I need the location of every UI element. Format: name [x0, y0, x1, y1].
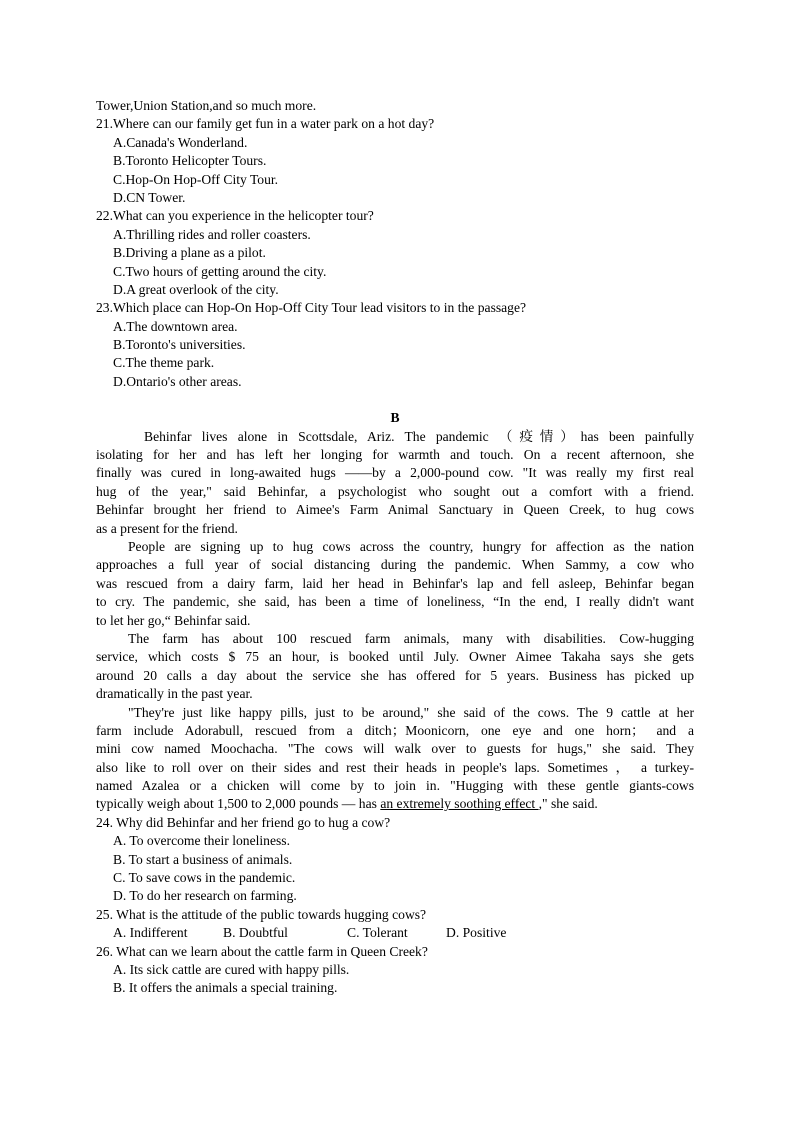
- passage-line: dramatically in the past year.: [96, 686, 253, 702]
- question-stem: 26. What can we learn about the cattle farm in Queen Creek?: [96, 943, 428, 959]
- answer-option: D.A great overlook of the city.: [113, 281, 279, 297]
- passage-line: farm include Adorabull, rescued from a ditch；Moonicorn, one eye and one horn； and a: [96, 722, 694, 738]
- answer-option: B. To start a business of animals.: [113, 851, 293, 867]
- question-block: [96, 115, 694, 207]
- answer-option: C. To save cows in the pandemic.: [113, 870, 296, 886]
- passage-line: isolating for her and has left her longing for warmth and touch. On a recent afternoon, she: [96, 447, 694, 463]
- passage-line: finally was cured in long-awaited hugs ——by a 2,000-pound cow. "It was really my first real: [96, 465, 694, 481]
- answer-option: A. To overcome their loneliness.: [113, 833, 290, 849]
- passage-line: as a present for the friend.: [96, 520, 238, 536]
- answer-option: A. Its sick cattle are cured with happy pills.: [113, 961, 350, 977]
- answer-option: B.Driving a plane as a pilot.: [113, 245, 266, 261]
- question-stem: 21.Where can our family get fun in a water park on a hot day?: [96, 116, 435, 132]
- answer-option: B.Toronto Helicopter Tours.: [113, 153, 267, 169]
- answer-option: C.Hop-On Hop-Off City Tour.: [113, 171, 279, 187]
- passage-line: to cry. The pandemic, she said, has been a time of loneliness, “In the end, I really didn't want: [96, 594, 694, 610]
- answer-option: A.Thrilling rides and roller coasters.: [113, 226, 311, 242]
- passage-line: to let her go,“ Behinfar said.: [96, 612, 251, 628]
- answer-option: D.Ontario's other areas.: [113, 373, 242, 389]
- answer-option: A.Canada's Wonderland.: [113, 134, 248, 150]
- passage-line: also like to roll over on their sides and rest their heads in people's laps. Sometimes ， a turkey-: [96, 759, 694, 775]
- answer-option: C.The theme park.: [113, 355, 215, 371]
- question-block: [96, 207, 694, 299]
- passage-line: People are signing up to hug cows across the country, hungry for affection as the nation: [128, 538, 694, 554]
- passage-line: named Azalea or a chicken will come by to join in. "Hugging with these gentle giants-cows: [96, 778, 694, 794]
- passage-line: hug of the year," said Behinfar, a psychologist who sought out a comfort with a friend.: [96, 483, 694, 499]
- passage-line: Behinfar lives alone in Scottsdale, Ariz. The pandemic （疫情）has been painfully: [144, 428, 694, 444]
- answer-option: A.The downtown area.: [113, 318, 238, 334]
- passage-line: around 20 calls a day about the service she has offered for 5 years. Business has picked up: [96, 667, 694, 683]
- question-block: [96, 299, 694, 391]
- answer-option: D. To do her research on farming.: [113, 888, 297, 904]
- passage-line: The farm has about 100 rescued farm animals, many with disabilities. Cow-hugging: [128, 630, 694, 646]
- question-stem: 23.Which place can Hop-On Hop-Off City Tour lead visitors to in the passage?: [96, 300, 527, 316]
- passage-line: mini cow named Moochacha. "The cows will walk over to guests for hugs," she said. They: [96, 741, 694, 757]
- exam-page: [96, 97, 694, 998]
- passage-line-final: [96, 795, 694, 813]
- continued-line: Tower,Union Station,and so much more.: [96, 98, 317, 113]
- passage-paragraph-3: [96, 630, 694, 704]
- answer-option: B.Toronto's universities.: [113, 337, 246, 353]
- passage-text: typically weigh about 1,500 to 2,000 pounds — has: [96, 796, 381, 812]
- question-stem: 25. What is the attitude of the public towards hugging cows?: [96, 906, 427, 922]
- question-block: [96, 814, 694, 906]
- passage-line: was rescued from a dairy farm, laid her head in Behinfar's lap and fell asleep, Behinfar began: [96, 575, 694, 591]
- passage-line: Behinfar brought her friend to Aimee's Farm Animal Sanctuary in Queen Creek, to hug cows: [96, 502, 694, 518]
- question-stem: 22.What can you experience in the helicopter tour?: [96, 208, 374, 224]
- passage-line: approaches a full year of social distancing during the pandemic. When Sammy, a cow who: [96, 557, 694, 573]
- question-block: [96, 906, 694, 943]
- question-stem: 24. Why did Behinfar and her friend go to hug a cow?: [96, 814, 391, 830]
- passage-text: ," she said.: [538, 796, 598, 812]
- answer-option: C.Two hours of getting around the city.: [113, 263, 327, 279]
- answer-option: A. Indifferent: [113, 925, 188, 941]
- passage-paragraph-4: [96, 704, 694, 814]
- passage-paragraph-2: [96, 538, 694, 630]
- answer-option: D. Positive: [446, 925, 507, 941]
- answer-options-row: [96, 924, 694, 942]
- answer-option: B. Doubtful: [223, 925, 288, 941]
- underlined-phrase: an extremely soothing effect: [380, 796, 539, 812]
- passage-paragraph-1: [96, 428, 694, 538]
- question-block: [96, 943, 694, 998]
- answer-option: C. Tolerant: [347, 925, 408, 941]
- answer-option: D.CN Tower.: [113, 189, 186, 205]
- section-title: B: [390, 410, 400, 426]
- passage-line: service, which costs $ 75 an hour, is booked until July. Owner Aimee Takaha says she gets: [96, 649, 694, 665]
- answer-option: B. It offers the animals a special training.: [113, 980, 338, 996]
- passage-line: "They're just like happy pills, just to be around," she said of the cows. The 9 cattle at her: [128, 704, 694, 720]
